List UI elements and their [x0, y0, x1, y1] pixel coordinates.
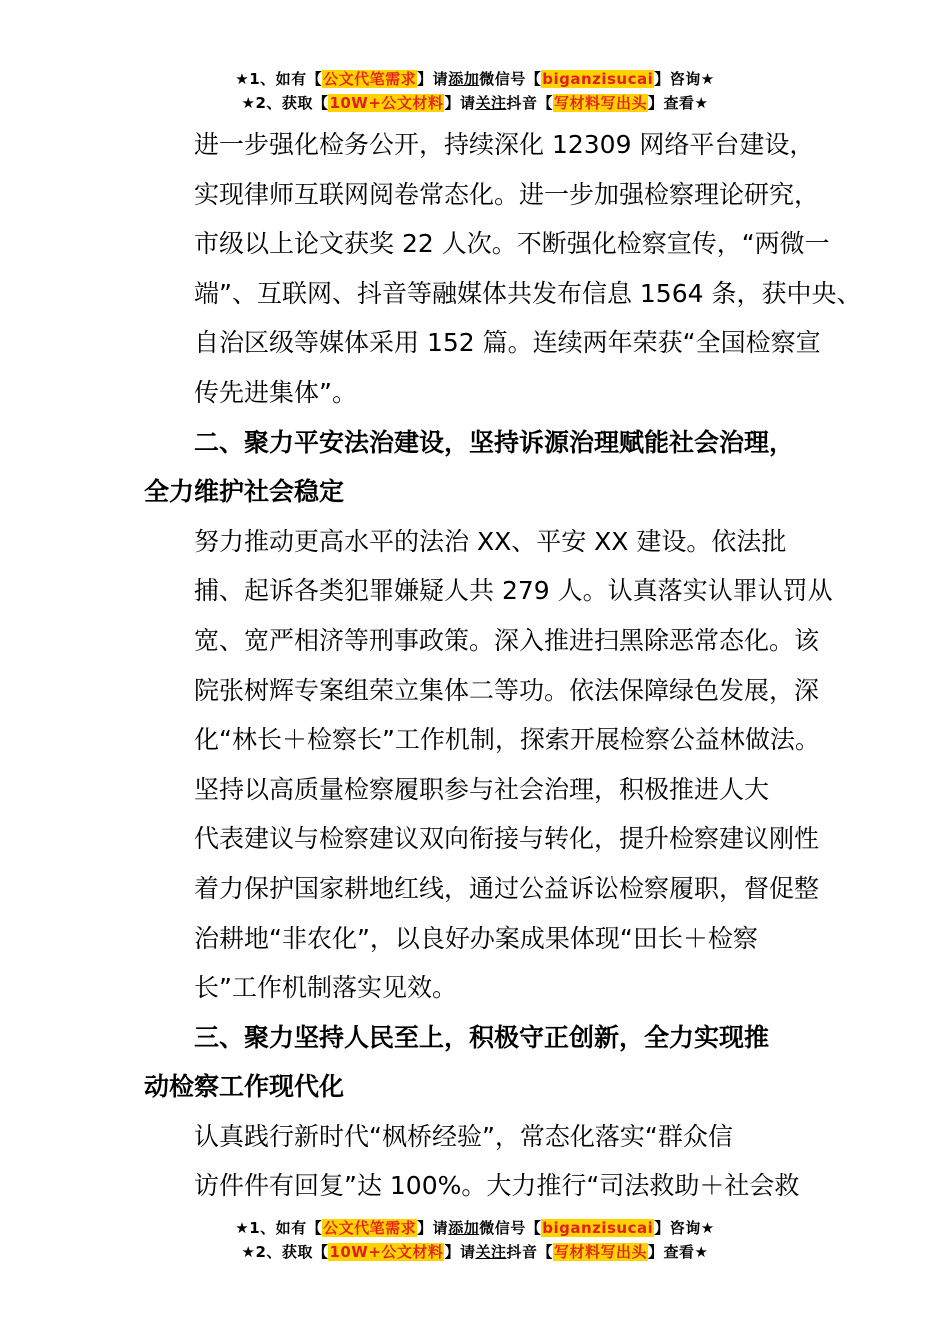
banner-line-1	[0, 1216, 950, 1240]
banner-text: 抖音【	[506, 1243, 553, 1261]
banner-underline: 关注	[475, 94, 507, 112]
banner-text: 】咨询★	[654, 1219, 715, 1237]
text-line: 端”、互联网、抖音等融媒体共发布信息 1564 条，获中央、	[194, 278, 862, 308]
paragraph-rule-of-law	[144, 517, 834, 765]
banner-highlight: 写材料写出头	[553, 94, 647, 112]
text-line: 捕、起诉各类犯罪嫌疑人共 279 人。认真落实认罪认罚从	[194, 576, 833, 606]
banner-highlight: 10W+公文材料	[329, 94, 444, 112]
text-line: 访件件有回复”达 100%。大力推行“司法救助＋社会救	[194, 1171, 800, 1201]
banner-text: 】查看★	[648, 1243, 709, 1261]
text-line: 进一步强化检务公开，持续深化 12309 网络平台建设，	[194, 130, 815, 159]
bottom-ad-banner	[0, 1216, 950, 1264]
text-line: 代表建议与检察建议双向衔接与转化，提升检察建议刚性	[194, 824, 820, 854]
paragraph-people-first	[144, 1112, 834, 1211]
banner-text: 微信号【	[479, 70, 542, 88]
banner-highlight: 公文代笔需求	[323, 70, 417, 88]
text-line: 自治区级等媒体采用 152 篇。连续两年荣获“全国检察宣	[194, 328, 821, 358]
banner-text: 抖音【	[506, 94, 553, 112]
banner-highlight: biganzisucai	[542, 70, 654, 88]
text-line: 化“林长＋检察长”工作机制，探索开展检察公益林做法。	[194, 725, 820, 755]
text-line: 长”工作机制落实见效。	[194, 973, 457, 1003]
text-line: 努力推动更高水平的法治 XX、平安 XX 建设。依法批	[194, 526, 787, 556]
heading-line: 全力维护社会稳定	[144, 477, 345, 507]
heading-line: 动检察工作现代化	[144, 1072, 345, 1102]
banner-line-2	[0, 1240, 950, 1264]
banner-highlight: 写材料写出头	[553, 1243, 647, 1261]
text-line: 市级以上论文获奖 22 人次。不断强化检察宣传，“两微一	[194, 229, 830, 259]
banner-text: 】请	[417, 1219, 449, 1237]
banner-highlight: 10W+公文材料	[329, 1243, 444, 1261]
banner-text: 】请	[417, 70, 449, 88]
text-line: 实现律师互联网阅卷常态化。进一步加强检察理论研究，	[194, 179, 820, 209]
text-line: 传先进集体”。	[194, 377, 357, 407]
text-line: 宽、宽严相济等刑事政策。深入推进扫黑除恶常态化。该	[194, 625, 820, 655]
banner-text: 】请	[444, 94, 476, 112]
heading-line: 三、聚力坚持人民至上，积极守正创新，全力实现推	[194, 1022, 770, 1052]
section-heading-3	[144, 1013, 834, 1112]
banner-underline: 添加	[448, 70, 480, 88]
banner-line-2	[0, 91, 950, 115]
document-body	[144, 120, 862, 1211]
banner-text: ★1、如有【	[235, 1219, 323, 1237]
banner-highlight: biganzisucai	[542, 1219, 654, 1237]
banner-text: ★2、获取【	[241, 1243, 329, 1261]
banner-text: 】咨询★	[654, 70, 715, 88]
banner-text: 】查看★	[648, 94, 709, 112]
text-line: 坚持以高质量检察履职参与社会治理，积极推进人大	[194, 774, 770, 804]
banner-line-1	[0, 67, 950, 91]
banner-text: 】请	[444, 1243, 476, 1261]
text-line: 着力保护国家耕地红线，通过公益诉讼检察履职，督促整	[194, 873, 820, 903]
text-line: 院张树辉专案组荣立集体二等功。依法保障绿色发展，深	[194, 675, 820, 705]
banner-text: ★1、如有【	[235, 70, 323, 88]
paragraph-publicity	[144, 120, 862, 418]
heading-line: 二、聚力平安法治建设，坚持诉源治理赋能社会治理，	[194, 427, 795, 457]
banner-text: ★2、获取【	[241, 94, 329, 112]
banner-underline: 关注	[475, 1243, 507, 1261]
banner-highlight: 公文代笔需求	[323, 1219, 417, 1237]
banner-text: 微信号【	[479, 1219, 542, 1237]
paragraph-social-governance	[144, 765, 834, 1013]
text-line: 认真践行新时代“枫桥经验”，常态化落实“群众信	[194, 1121, 733, 1151]
banner-underline: 添加	[448, 1219, 480, 1237]
section-heading-2	[144, 418, 834, 517]
top-ad-banner	[0, 67, 950, 115]
text-line: 治耕地“非农化”，以良好办案成果体现“田长＋检察	[194, 923, 758, 953]
